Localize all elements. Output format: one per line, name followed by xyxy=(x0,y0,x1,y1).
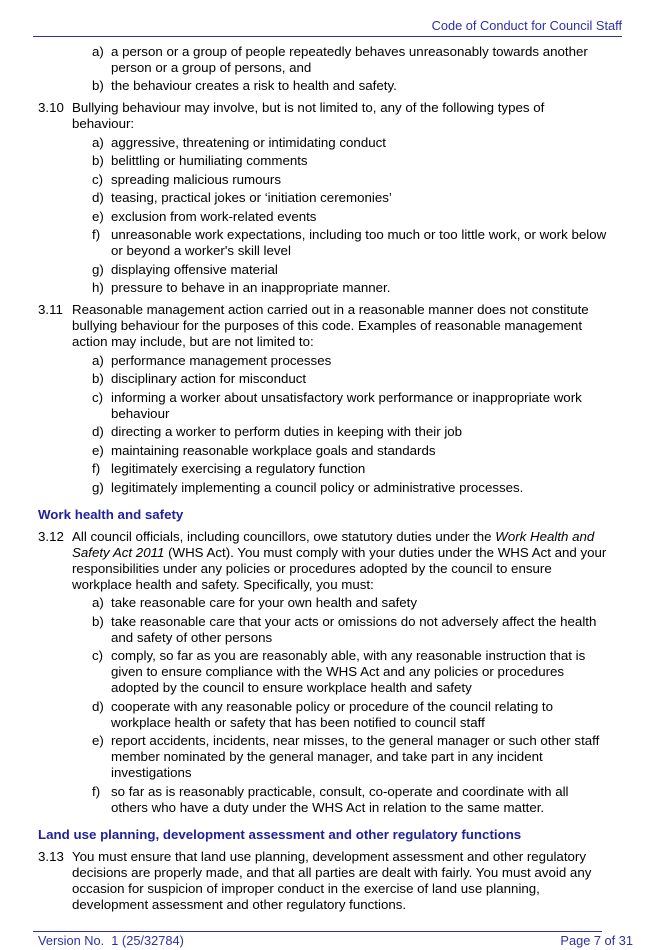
item-letter: h) xyxy=(92,280,104,295)
letter-list-item xyxy=(92,424,609,440)
item-letter: c) xyxy=(92,389,104,405)
letter-list-item xyxy=(92,135,609,151)
document-body xyxy=(38,41,609,913)
letter-list-item xyxy=(92,699,609,731)
numbered-clause xyxy=(38,849,609,913)
item-letter: b) xyxy=(92,153,104,168)
letter-list-item xyxy=(92,784,609,816)
item-text: comply, so far as you are reasonably able, with any reasonable instruction that is given to ensure compliance with the WHS Act and any policies or procedures adopted by the council to ensure workplace health and safety xyxy=(111,648,586,695)
item-letter: e) xyxy=(92,208,104,224)
item-letter: a) xyxy=(92,352,104,368)
clause-number: 3.10 xyxy=(38,100,64,115)
item-text: directing a worker to perform duties in keeping with their job xyxy=(111,424,463,439)
item-letter: g) xyxy=(92,261,104,277)
letter-list-item xyxy=(92,371,609,387)
letter-list xyxy=(92,595,609,816)
item-text: legitimately exercising a regulatory function xyxy=(111,461,366,476)
letter-list xyxy=(92,353,609,496)
clause-text xyxy=(72,100,609,132)
numbered-clause xyxy=(38,529,609,593)
clause-text xyxy=(72,302,609,350)
item-text: pressure to behave in an inappropriate manner. xyxy=(111,280,391,295)
item-letter: b) xyxy=(92,613,104,629)
letter-list-item xyxy=(92,353,609,369)
letter-list-item xyxy=(92,78,609,94)
letter-list-item xyxy=(92,614,609,646)
item-text: displaying offensive material xyxy=(111,261,278,277)
item-text: teasing, practical jokes or ‘initiation ceremonies’ xyxy=(111,190,392,205)
item-letter: d) xyxy=(92,424,104,439)
item-letter: e) xyxy=(92,442,104,458)
letter-list xyxy=(92,44,609,95)
clause-text xyxy=(72,529,609,593)
item-text: legitimately implementing a council policy or administrative processes. xyxy=(111,479,524,495)
page-number-label: Page 7 of 31 xyxy=(560,933,633,948)
item-text: spreading malicious rumours xyxy=(111,171,281,187)
version-label: Version No. 1 (25/32784) xyxy=(38,933,184,948)
italic-text-run: Work Health and Safety Act 2011 xyxy=(72,528,595,560)
item-letter: f) xyxy=(92,227,101,242)
item-text: take reasonable care for your own health and safety xyxy=(111,595,418,610)
page-header xyxy=(33,18,622,37)
item-text: report accidents, incidents, near misses, to the general manager or such other staff member nominated by the general manager, and take part in any incident investigations xyxy=(111,733,600,780)
item-text: disciplinary action for misconduct xyxy=(111,371,307,386)
section-heading: Land use planning, development assessment and other regulatory functions xyxy=(38,826,522,842)
letter-list-item xyxy=(92,227,609,259)
letter-list-item xyxy=(92,209,609,225)
item-text: performance management processes xyxy=(111,352,332,368)
text-run: Bullying behaviour may involve, but is not limited to, any of the following types of behaviour: xyxy=(72,100,545,131)
letter-list-item xyxy=(92,172,609,188)
item-letter: a) xyxy=(92,43,104,59)
item-letter: c) xyxy=(92,171,104,187)
item-text: take reasonable care that your acts or omissions do not adversely affect the health and safety of other persons xyxy=(111,613,597,645)
clause-text xyxy=(72,849,609,913)
letter-list-item xyxy=(92,443,609,459)
letter-list-item xyxy=(92,595,609,611)
item-letter: a) xyxy=(92,595,104,610)
item-letter: c) xyxy=(92,648,104,663)
clause-number: 3.11 xyxy=(38,302,63,317)
letter-list-item xyxy=(92,153,609,169)
letter-list xyxy=(92,135,609,297)
item-text: aggressive, threatening or intimidating conduct xyxy=(111,134,386,150)
letter-list-item xyxy=(92,648,609,696)
item-letter: a) xyxy=(92,134,104,150)
clause-number: 3.13 xyxy=(38,848,64,864)
item-text: cooperate with any reasonable policy or procedure of the council relating to workplace health or safety that has been notified to council staff xyxy=(111,698,554,730)
item-text: maintaining reasonable workplace goals and standards xyxy=(111,442,436,458)
letter-list-item xyxy=(92,390,609,422)
item-text: a person or a group of people repeatedly behaves unreasonably towards another person or a group of persons, and xyxy=(111,43,588,75)
numbered-clause xyxy=(38,100,609,132)
letter-list-item xyxy=(92,461,609,477)
clause-number: 3.12 xyxy=(38,528,64,544)
item-letter: g) xyxy=(92,479,104,495)
item-text: informing a worker about unsatisfactory work performance or inappropriate work behaviour xyxy=(111,389,582,421)
item-text: belittling or humiliating comments xyxy=(111,153,308,168)
letter-list-item xyxy=(92,733,609,781)
page-footer xyxy=(38,934,633,948)
item-text: the behaviour creates a risk to health and safety. xyxy=(111,78,397,93)
letter-list-item xyxy=(92,44,609,76)
item-letter: f) xyxy=(92,783,101,799)
text-run: All council officials, including councillors, owe statutory duties under the xyxy=(72,528,496,544)
item-letter: b) xyxy=(92,78,104,93)
footer-divider xyxy=(33,931,602,932)
item-letter: f) xyxy=(92,461,101,476)
section-heading: Work health and safety xyxy=(38,506,184,522)
letter-list-item xyxy=(92,480,609,496)
item-text: unreasonable work expectations, including too much or too little work, or work below or beyond a worker's skill level xyxy=(111,227,607,258)
numbered-clause xyxy=(38,302,609,350)
letter-list-item xyxy=(92,190,609,206)
item-letter: b) xyxy=(92,371,104,386)
letter-list-item xyxy=(92,262,609,278)
item-text: so far as is reasonably practicable, consult, co-operate and coordinate with all others who have a duty under the WHS Act in relation to the same matter. xyxy=(111,783,569,815)
letter-list-item xyxy=(92,280,609,296)
text-run: Reasonable management action carried out in a reasonable manner does not constitute bullying behaviour for the purposes of this code. Examples of reasonable management action may include, but are not limited to: xyxy=(72,302,589,349)
item-letter: d) xyxy=(92,698,104,714)
item-letter: d) xyxy=(92,190,104,205)
text-run: You must ensure that land use planning, development assessment and other regulatory decisions are properly made, and that all parties are dealt with fairly. You must avoid any occasion for suspicion of improper conduct in the exercise of land use planning, development assessment and other regulatory functions. xyxy=(72,848,592,912)
item-letter: e) xyxy=(92,733,104,748)
item-text: exclusion from work-related events xyxy=(111,208,317,224)
document-title: Code of Conduct for Council Staff xyxy=(431,18,622,33)
text-run: (WHS Act). You must comply with your duties under the WHS Act and your responsibilities under any policies or procedures adopted by the council to ensure workplace health and safety. Specifically, you must: xyxy=(72,544,607,592)
